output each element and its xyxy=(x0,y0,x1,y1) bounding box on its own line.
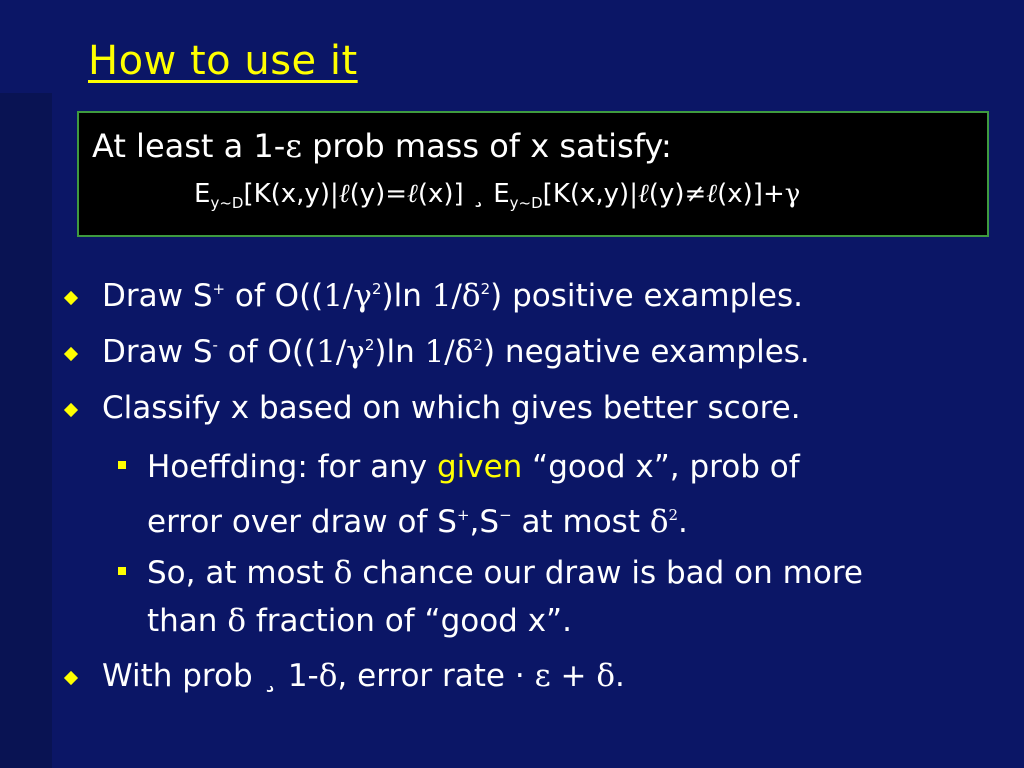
square-bullet-icon xyxy=(118,461,126,469)
diamond-bullet-icon xyxy=(64,403,78,417)
bullet-text: Classify x based on which gives better score. xyxy=(102,390,801,426)
slide-title: How to use it xyxy=(88,38,358,84)
sub-bullet-text: So, at most δ chance our draw is bad on more than δ fraction of “good x”. xyxy=(147,555,863,639)
theorem-line-1: At least a 1-ε prob mass of x satisfy: xyxy=(92,127,672,165)
bullet-text: Draw S- of $O((1/\gamma^2)\ln$ $1/\delta^2$) negative examples. xyxy=(102,334,810,370)
theorem-box xyxy=(77,111,989,237)
diamond-bullet-icon xyxy=(64,671,78,685)
left-stripe xyxy=(0,93,52,768)
square-bullet-icon xyxy=(118,567,126,575)
bullet-text: Draw S+ of $O((1/\gamma^2)\ln$ $1/\delta^2$) positive examples. xyxy=(102,278,803,314)
theorem-line-2: $E_{y\sim D}[K(x,y)|\ell(y)=\ell(x)]$ ¸ $E_{y\sim D}[K(x,y)|\ell(y)\ne\ell(x)]+\gamma$ xyxy=(194,179,801,212)
bullet-text: With prob ¸ 1-δ, error rate · ε + δ. xyxy=(102,658,625,694)
diamond-bullet-icon xyxy=(64,291,78,305)
sub-bullet-text: Hoeffding: for any given “good x”, prob of error over draw of S+,S− at most $\delta^2$. xyxy=(147,449,800,540)
diamond-bullet-icon xyxy=(64,347,78,361)
